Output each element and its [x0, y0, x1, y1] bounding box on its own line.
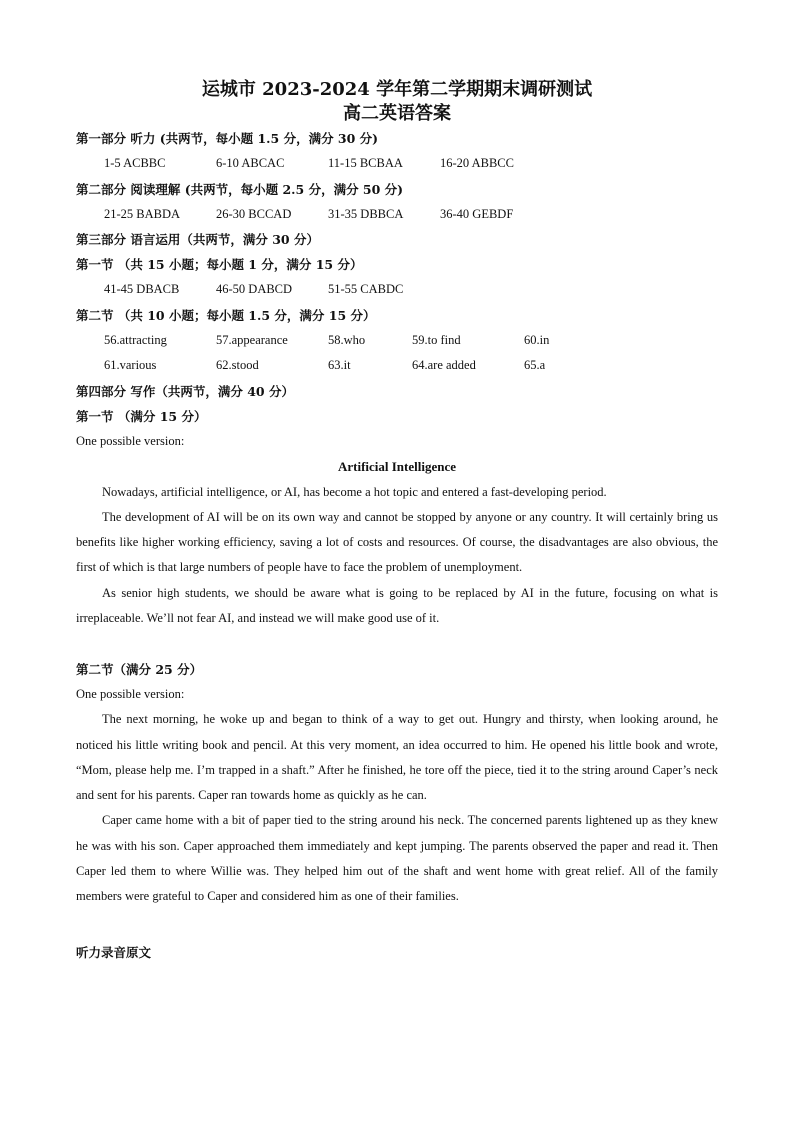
- answer-group: 16-20 ABBCC: [440, 156, 514, 170]
- essay-paragraph: As senior high students, we should be aware what is going to be replaced by AI in the future, focusing on what is irreplaceable. We’ll not fear AI, and instead we will make good use of it.: [76, 585, 718, 625]
- answer-item: 63.it: [328, 358, 351, 372]
- answer-group: 36-40 GEBDF: [440, 206, 514, 221]
- essay-paragraph: Nowadays, artificial intelligence, or AI, has become a hot topic and entered a fast-developing period.: [102, 484, 607, 499]
- story-paragraph: The next morning, he woke up and began to think of a way to get out. Hungry and thirsty, when looking around, he noticed his little writing book and pencil. At this very moment, an idea occurred to him. He opened his little book and wrote, “Mom, please help me. I’m trapped in a shaft.” After he finished, he tore off the piece, tied it to the string around Caper’s neck and sent for his parents. Caper ran towards home as quickly as he can.: [76, 712, 718, 803]
- part1-answers: [76, 151, 718, 177]
- answer-item: 60.in: [524, 332, 550, 347]
- answer-item: 65.a: [524, 358, 546, 372]
- answer-item: 61.various: [104, 358, 157, 372]
- answer-group: 41-45 DBACB: [104, 282, 180, 296]
- answer-item: 56.attracting: [104, 332, 167, 347]
- essay-title: Artificial Intelligence: [337, 458, 457, 474]
- listening-transcript-heading: 听力录音原文: [76, 944, 152, 960]
- answer-group: 6-10 ABCAC: [216, 156, 285, 170]
- answer-group: 21-25 BABDA: [104, 206, 181, 221]
- part4-section2-heading: 第二节（满分 25 分）: [76, 662, 203, 678]
- story-paragraph: Caper came home with a bit of paper tied to the string around his neck. The concerned parents lightened up as they knew he was with his son. Caper approached them immediately and kept jumping. The parents observed the paper and read it. Then Caper led them to where Willie was. They helped him out of the shaft and went home with great relief. All of the family members were grateful to Caper and considered him as one of their families.: [76, 813, 718, 904]
- answer-item: 58.who: [328, 332, 366, 347]
- part3-heading: 第三部分 语言运用（共两节，满分 30 分）: [76, 232, 319, 247]
- answer-item: 64.are added: [412, 358, 476, 372]
- part3-section2-answers-row1: [76, 328, 718, 354]
- part4-section1-heading: 第一节 （满分 15 分）: [76, 408, 207, 424]
- part3-section1-heading: 第一节 （共 15 小题；每小题 1 分，满分 15 分）: [76, 257, 363, 272]
- part1-heading: 第一部分 听力 (共两节，每小题 1.5 分，满分 30 分): [76, 131, 379, 146]
- answer-document: [76, 78, 718, 965]
- part3-section2-heading: 第二节 （共 10 小题；每小题 1.5 分，满分 15 分）: [76, 307, 376, 323]
- spacer: [76, 631, 718, 657]
- part4-heading: 第四部分 写作（共两节，满分 40 分）: [76, 383, 294, 399]
- document-subtitle: 高二英语答案: [343, 103, 451, 124]
- answer-group: 26-30 BCCAD: [216, 206, 292, 221]
- answer-group: 11-15 BCBAA: [328, 156, 403, 170]
- part3-section2-answers-row2: [76, 353, 718, 379]
- answer-group: 1-5 ACBBC: [104, 156, 166, 170]
- answer-item: 59.to find: [412, 332, 461, 347]
- answer-group: 51-55 CABDC: [328, 282, 404, 296]
- answer-item: 62.stood: [216, 358, 259, 372]
- document-title: 运城市 2023-2024 学年第二学期期末调研测试: [201, 79, 593, 100]
- essay-paragraph: The development of AI will be on its own way and cannot be stopped by anyone or any country. It will certainly bring us benefits like higher working efficiency, saving a lot of costs and resources. Of course, the disadvantages are also obvious, the first of which is that large numbers of people have to face the problem of unemployment.: [76, 509, 718, 575]
- section2-intro: One possible version:: [76, 687, 185, 702]
- part2-heading: 第二部分 阅读理解 (共两节，每小题 2.5 分，满分 50 分): [76, 181, 404, 197]
- part3-section1-answers: [76, 277, 718, 303]
- answer-group: 46-50 DABCD: [216, 282, 293, 296]
- part2-answers: [76, 202, 718, 228]
- answer-item: 57.appearance: [216, 332, 288, 347]
- spacer: [76, 910, 718, 940]
- section1-intro: One possible version:: [76, 433, 185, 448]
- answer-group: 31-35 DBBCA: [328, 206, 404, 221]
